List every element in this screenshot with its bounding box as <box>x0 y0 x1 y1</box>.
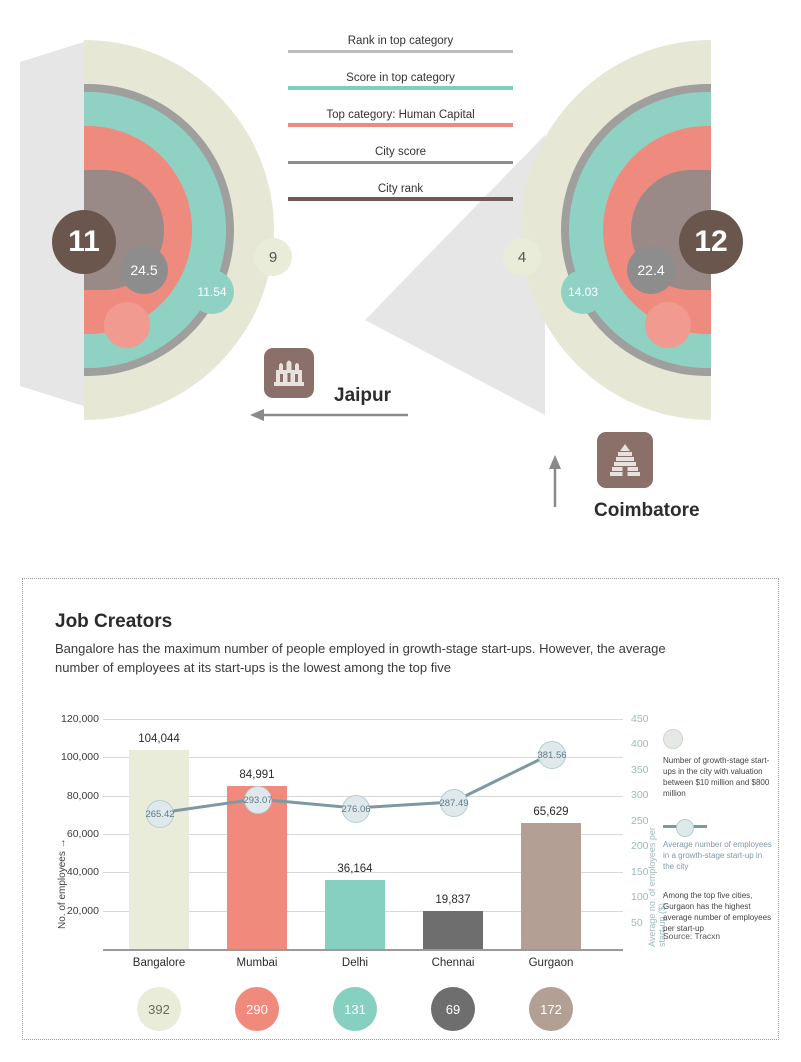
line-point-label: 381.56 <box>537 749 567 761</box>
legend-bubble-icon <box>663 729 683 749</box>
y-axis-title-right: Average no. of employees per start-up ($) → <box>647 827 667 947</box>
x-tick-label-bangalore: Bangalore <box>132 957 186 969</box>
legend-label: City score <box>374 146 427 158</box>
line-point-mumbai <box>244 786 272 814</box>
legend-label: City rank <box>377 183 424 195</box>
legend-line <box>288 161 513 164</box>
y2-tick-label: 150 <box>631 866 649 878</box>
bar-value-label: 65,629 <box>533 806 569 818</box>
bubble-label: 131 <box>344 1001 366 1017</box>
x-tick-label-chennai: Chennai <box>431 957 475 969</box>
arrow-left-icon <box>250 408 410 422</box>
city-score-value: 22.4 <box>637 262 665 278</box>
line-point-label: 287.49 <box>439 797 469 809</box>
city-rank-value: 12 <box>694 225 728 258</box>
x-tick-label-delhi: Delhi <box>341 957 369 969</box>
y-tick-label: 40,000 <box>66 866 99 878</box>
legend-label: Score in top category <box>346 72 455 84</box>
arrow-up-icon <box>548 455 562 507</box>
city-rank-value: 11 <box>68 225 100 258</box>
panel-subtitle: Bangalore has the maximum number of people employed in growth-stage start-ups. However, the average number of employees at its start-ups is the lowest among the top five <box>55 641 666 675</box>
bubble-chennai <box>431 987 475 1031</box>
y2-tick-label: 350 <box>631 764 649 776</box>
badge-city-rank-coimbatore <box>679 210 743 274</box>
legend-bubble-note: Number of growth-stage start-ups in the city with valuation between $10 million and $800 million <box>663 756 770 798</box>
legend-line <box>288 86 513 90</box>
legend-line-icon <box>663 817 773 835</box>
bubble-label: 392 <box>148 1001 170 1017</box>
badge-city-score-coimbatore <box>627 246 675 294</box>
bar-value-label: 36,164 <box>337 863 373 875</box>
legend-row-city-score <box>288 133 513 170</box>
legend-line <box>288 197 513 201</box>
city-label-coimbatore <box>597 432 653 488</box>
y2-tick-label: 450 <box>631 713 649 725</box>
y-axis-title-left: No. of employees → <box>57 838 68 929</box>
legend-insight-note: Among the top five cities, Gurgaon has the highest average number of employees per start-up <box>663 891 772 933</box>
bubble-label: 172 <box>540 1001 562 1017</box>
y2-tick-label: 250 <box>631 815 649 827</box>
legend-row-city-rank <box>288 170 513 207</box>
city-label-jaipur <box>264 348 314 398</box>
y2-tick-label: 100 <box>631 891 649 903</box>
category-rank-value: 4 <box>517 248 527 266</box>
legend-line <box>288 50 513 53</box>
line-point-chennai <box>440 789 468 817</box>
bubble-gurgaon <box>529 987 573 1031</box>
badge-category-rank-coimbatore <box>503 238 541 276</box>
x-tick-label-gurgaon: Gurgaon <box>528 957 574 969</box>
city-name-coimbatore: Coimbatore <box>594 500 700 521</box>
line-point-label: 293.07 <box>243 794 273 806</box>
line-point-label: 265.42 <box>145 808 175 820</box>
legend-row-score-in-top-category <box>288 59 513 96</box>
dot-red-small-right <box>645 302 691 348</box>
y-tick-label: 120,000 <box>61 713 99 725</box>
bubble-label: 69 <box>445 1001 461 1017</box>
y2-tick-label: 400 <box>631 738 649 750</box>
legend-line-note: Average number of employees in a growth-stage start-up in the city <box>663 840 772 871</box>
bubble-mumbai <box>235 987 279 1031</box>
legend-row-rank-in-top-category <box>288 22 513 59</box>
badge-category-score-coimbatore <box>561 270 605 314</box>
bar-value-label: 104,044 <box>138 733 180 745</box>
city-name-jaipur: Jaipur <box>334 385 392 406</box>
bubble-delhi <box>333 987 377 1031</box>
x-axis-line <box>103 949 623 951</box>
y2-tick-label: 200 <box>631 840 649 852</box>
line-point-gurgaon <box>538 741 566 769</box>
legend-label: Rank in top category <box>347 35 454 47</box>
category-score-value: 11.54 <box>197 285 227 299</box>
y-tick-label: 60,000 <box>66 828 99 840</box>
y-tick-label: 100,000 <box>61 751 99 763</box>
bar-value-label: 84,991 <box>239 769 275 781</box>
badge-category-rank-jaipur <box>254 238 292 276</box>
line-point-delhi <box>342 795 370 823</box>
line-point-label: 276.06 <box>341 803 371 815</box>
city-score-value: 24.5 <box>130 262 158 278</box>
source-label: Source: Tracxn <box>663 931 721 941</box>
page-title: Job Creators <box>55 611 173 632</box>
line-point-bangalore <box>146 800 174 828</box>
x-tick-label-mumbai: Mumbai <box>236 957 278 969</box>
legend-label: Top category: Human Capital <box>326 109 475 121</box>
job-creators-panel <box>22 578 779 1040</box>
y-tick-label: 80,000 <box>66 790 99 802</box>
temple-icon <box>597 432 653 488</box>
bubble-label: 290 <box>246 1001 268 1017</box>
chart-legend <box>663 729 773 934</box>
y-tick-label: 20,000 <box>66 905 99 917</box>
category-score-value: 14.03 <box>567 285 599 299</box>
palace-icon <box>264 348 314 398</box>
badge-city-score-jaipur <box>120 246 168 294</box>
y2-tick-label: 300 <box>631 789 649 801</box>
category-rank-value: 9 <box>268 248 278 266</box>
legend-row-top-category <box>288 96 513 133</box>
dot-red-small-left <box>104 302 150 348</box>
legend-top <box>288 22 513 207</box>
bubble-bangalore <box>137 987 181 1031</box>
badge-city-rank-jaipur <box>52 210 116 274</box>
legend-line <box>288 123 513 127</box>
y2-tick-label: 50 <box>631 917 643 929</box>
bar-value-label: 19,837 <box>435 894 471 906</box>
badge-category-score-jaipur <box>190 270 234 314</box>
